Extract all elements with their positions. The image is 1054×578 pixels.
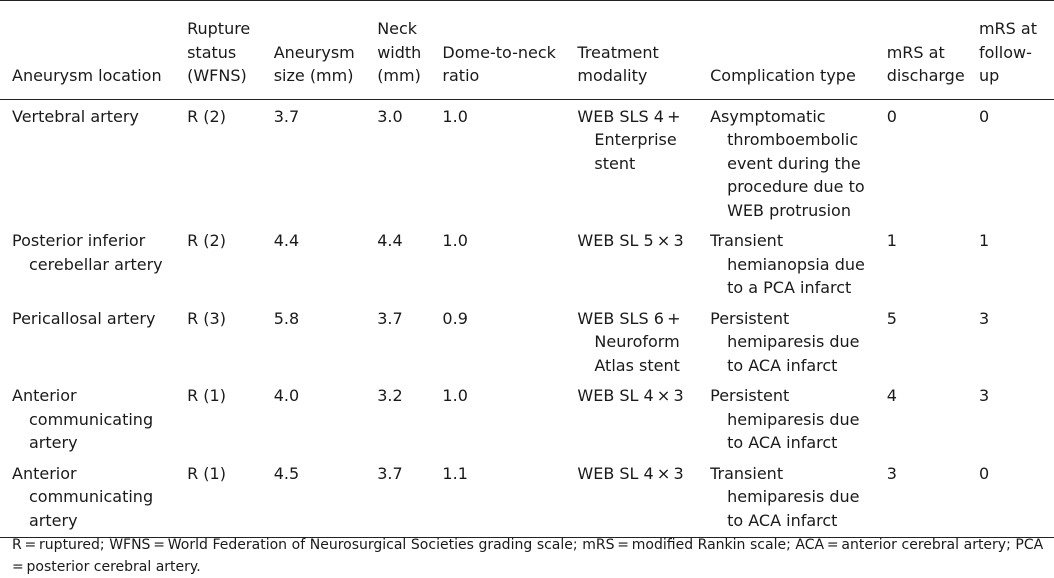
cell-complication-type: Persistent hemiparesis due to ACA infarct [710,386,860,452]
cell-dome-to-neck-ratio: 1.0 [442,386,468,405]
cell-mrs-discharge: 0 [886,106,897,126]
cell-rupture-status: R (1) [187,463,226,483]
cell-location: Pericallosal artery [12,308,156,328]
table-header [0,1,1054,100]
table-row [0,458,1054,538]
cell-neck-width: 3.0 [377,106,403,126]
header-neck-width: Neck width (mm) [377,19,422,85]
header-row [0,1,1054,100]
header-aneurysm-location: Aneurysm location [12,66,162,85]
cell-complication-type: Persistent hemiparesis due to ACA infarct [710,308,860,375]
cell-neck-width: 4.4 [377,231,403,250]
cell-treatment-modality: WEB SL 4 × 3 [577,463,684,483]
cell-rupture-status: R (2) [187,231,226,250]
table-body [0,99,1054,538]
cell-mrs-discharge: 1 [886,231,897,250]
table-row [0,380,1054,458]
cell-dome-to-neck-ratio: 1.0 [442,231,468,250]
cell-complication-type: Transient hemianopsia due to a PCA infarct [710,231,865,297]
header-mrs-discharge: mRS at discharge [886,42,965,85]
cell-neck-width: 3.7 [377,463,403,483]
cell-dome-to-neck-ratio: 1.0 [442,106,468,126]
cell-mrs-follow-up: 1 [978,231,990,250]
table-footnote: R = ruptured; WFNS = World Federation of Neurosurgical Societies grading scale; mRS = modified Rankin scale; ACA = anterior cerebral artery; PCA = posterior cerebral artery. [12,537,1046,575]
cell-rupture-status: R (2) [187,106,226,126]
cell-aneurysm-size: 4.5 [273,463,300,483]
cell-location: Anterior communicating artery [12,463,154,530]
cell-location: Anterior communicating artery [12,386,154,452]
cell-aneurysm-size: 4.4 [273,231,300,250]
header-mrs-follow-up: mRS at follow-up [978,19,1037,85]
cell-treatment-modality: WEB SL 5 × 3 [577,231,684,250]
header-dome-to-neck-ratio: Dome-to-neck ratio [442,42,556,85]
cell-mrs-follow-up: 3 [978,386,990,405]
cell-location: Vertebral artery [12,106,139,126]
cell-rupture-status: R (1) [187,386,226,405]
table-row [0,99,1054,225]
cell-treatment-modality: WEB SL 4 × 3 [577,386,684,405]
cell-mrs-follow-up: 0 [978,106,990,126]
header-rupture-status: Rupture status (WFNS) [187,19,251,85]
cell-complication-type: Transient hemiparesis due to ACA infarct [710,463,860,530]
cell-treatment-modality: WEB SLS 4 + Enterprise stent [577,106,684,173]
cell-rupture-status: R (3) [187,308,226,328]
cell-treatment-modality: WEB SLS 6 + Neuroform Atlas stent [577,308,684,375]
cell-mrs-discharge: 4 [886,386,897,405]
table-row [0,303,1054,381]
cell-aneurysm-size: 5.8 [273,308,300,328]
header-treatment-modality: Treatment modality [577,42,659,85]
cell-mrs-follow-up: 3 [978,308,990,328]
header-aneurysm-size: Aneurysm size (mm) [273,42,355,85]
cell-location: Posterior inferior cerebellar artery [12,231,163,274]
cell-dome-to-neck-ratio: 1.1 [442,463,468,483]
cell-mrs-follow-up: 0 [978,463,990,483]
cell-mrs-discharge: 5 [886,308,897,328]
cell-neck-width: 3.7 [377,308,403,328]
header-complication-type: Complication type [710,66,856,85]
table-row [0,225,1054,303]
cell-aneurysm-size: 4.0 [273,386,300,405]
cell-neck-width: 3.2 [377,386,403,405]
cell-mrs-discharge: 3 [886,463,897,483]
cell-complication-type: Asymptomatic thromboembolic event during the procedure due to WEB protrusion [710,106,865,220]
cell-dome-to-neck-ratio: 0.9 [442,308,468,328]
cell-aneurysm-size: 3.7 [273,106,300,126]
